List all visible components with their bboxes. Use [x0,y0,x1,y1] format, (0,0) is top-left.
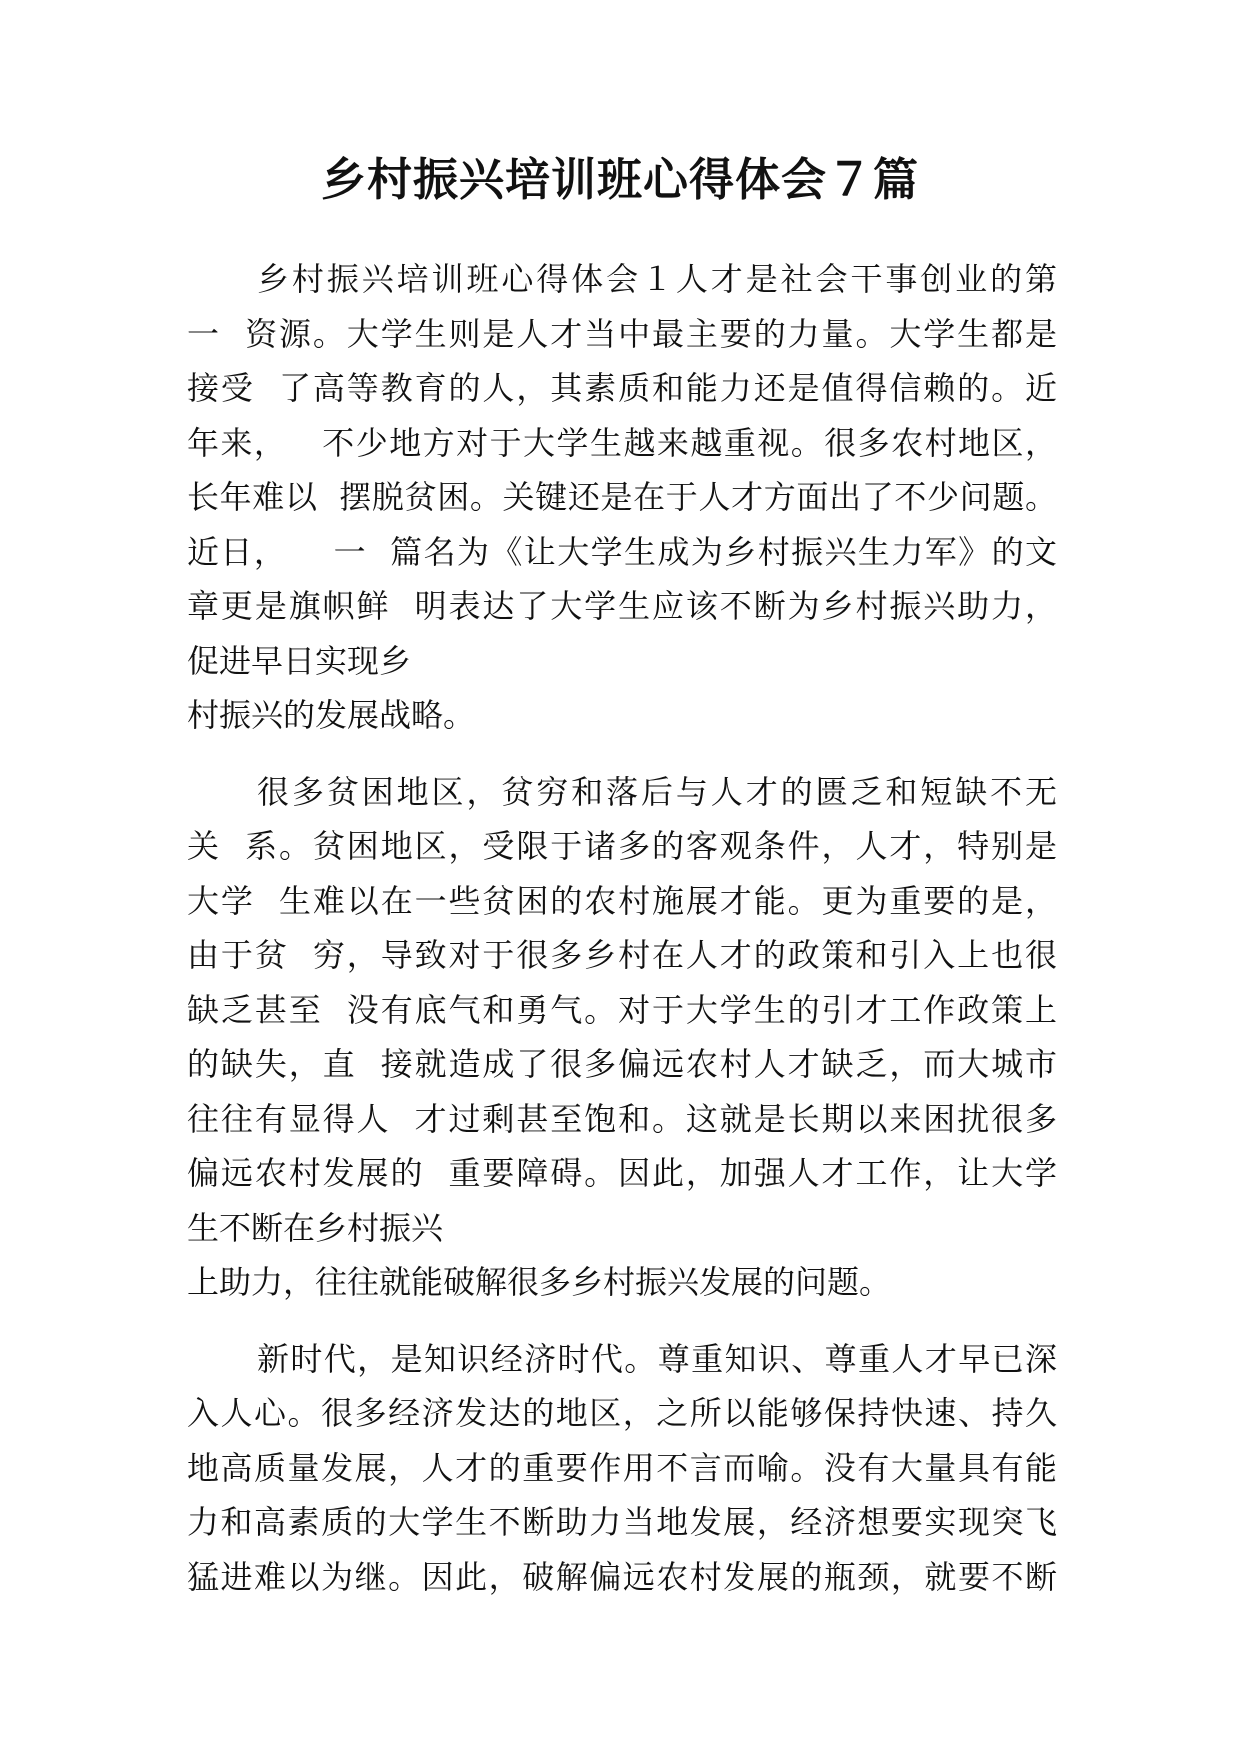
document-title: 乡村振兴培训班心得体会７篇 [320,153,919,206]
text-line: 章更是旗帜鲜 明表达了大学生应该不断为乡村振兴助力， [187,587,1057,625]
text-line: 偏远农村发展的 重要障碍。因此，加强人才工作，让大学 [187,1154,1057,1192]
text-line: 村振兴的发展战略。 [187,696,476,734]
text-line: 乡村振兴培训班心得体会１人才是社会干事创业的第 [257,260,1057,298]
text-line: 近日， 一 篇名为《让大学生成为乡村振兴生力军》的文 [187,532,1057,571]
text-line: 关 系。贫困地区，受限于诸多的客观条件，人才，特别是 [187,827,1057,865]
text-line: 上助力，往往就能破解很多乡村振兴发展的问题。 [187,1263,892,1301]
text-line: 大学 生难以在一些贫困的农村施展才能。更为重要的是， [187,881,1057,920]
text-line: 的缺失，直 接就造成了很多偏远农村人才缺乏，而大城市 [187,1045,1057,1083]
text-line: 接受 了高等教育的人，其素质和能力还是值得信赖的。近 [187,369,1057,407]
paragraph-3 [187,1332,1057,1605]
text-line: 入人心。很多经济发达的地区，之所以能够保持快速、持久 [187,1394,1057,1432]
text-line: 很多贫困地区，贫穷和落后与人才的匮乏和短缺不无 [257,772,1057,811]
document-body [187,252,1057,1626]
text-line: 新时代，是知识经济时代。尊重知识、尊重人才早已深 [257,1339,1057,1378]
text-line: 地高质量发展，人才的重要作用不言而喻。没有大量具有能 [187,1448,1057,1487]
paragraph-2 [187,765,1057,1310]
text-line: 生不断在乡村振兴 [187,1208,444,1247]
paragraph-1 [187,252,1057,743]
text-line: 往往有显得人 才过剩甚至饱和。这就是长期以来困扰很多 [187,1099,1057,1138]
text-line: 长年难以 摆脱贫困。关键还是在于人才方面出了不少问题。 [187,478,1057,516]
text-line: 一 资源。大学生则是人才当中最主要的力量。大学生都是 [187,314,1057,353]
text-line: 由于贫 穷，导致对于很多乡村在人才的政策和引入上也很 [187,936,1057,974]
text-line: 猛进难以为继。因此，破解偏远农村发展的瓶颈，就要不断 [187,1557,1057,1596]
text-line: 促进早日实现乡 [187,641,412,680]
text-line: 力和高素质的大学生不断助力当地发展，经济想要实现突飞 [187,1503,1057,1541]
text-line: 缺乏甚至 没有底气和勇气。对于大学生的引才工作政策上 [187,990,1057,1029]
text-line: 年来， 不少地方对于大学生越来越重视。很多农村地区， [187,423,1057,462]
